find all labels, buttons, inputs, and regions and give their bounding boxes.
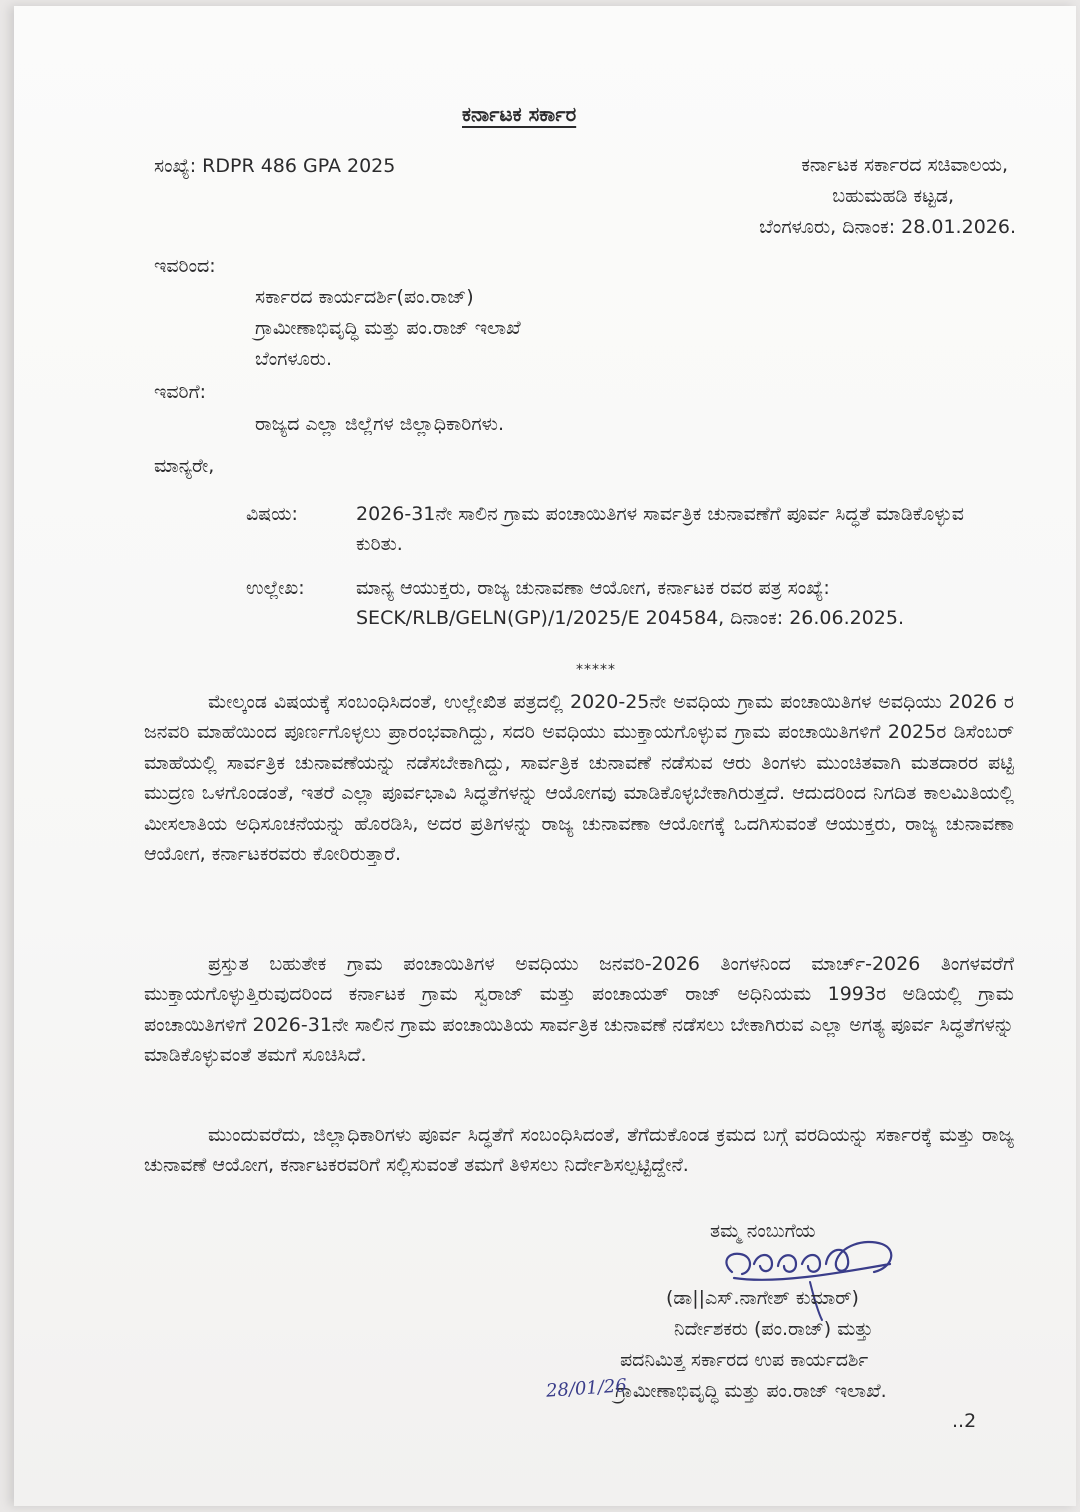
signatory-name: (ಡಾ||ಎಸ್.ನಾಗೇಶ್ ಕುಮಾರ್) [666, 1287, 859, 1309]
body-paragraph-3: ಮುಂದುವರೆದು, ಜಿಲ್ಲಾಧಿಕಾರಿಗಳು ಪೂರ್ವ ಸಿದ್ಧತೆಗೆ ಸಂಬಂಧಿಸಿದಂತೆ, ತೆಗೆದುಕೊಂಡ ಕ್ರಮದ ಬಗ್ಗೆ ವರದಿಯನ್ನು ಸರ್ಕಾರಕ್ಕೆ ಮತ್ತು ರಾಜ್ಯ ಚುನಾವಣೆ ಆಯೋಗ, ಕರ್ನಾಟಕರವರಿಗೆ ಸಲ್ಲಿಸುವಂತೆ ತಮಗೆ ತಿಳಿಸಲು ನಿರ್ದೇಶಿಸಲ್ಪಟ್ಟಿದ್ದೇನೆ. [144, 1124, 1014, 1177]
reference-text: ಮಾನ್ಯ ಆಯುಕ್ತರು, ರಾಜ್ಯ ಚುನಾವಣಾ ಆಯೋಗ, ಕರ್ನಾಟಕ ರವರ ಪತ್ರ ಸಂಖ್ಯೆ: SECK/RLB/GELN(GP)/1/2025/E 204584, ದಿನಾಂಕ: 26.06.2025. [356, 577, 905, 629]
from-line1: ಸರ್ಕಾರದ ಕಾರ್ಯದರ್ಶಿ(ಪಂ.ರಾಜ್) [255, 286, 474, 308]
from-line2: ಗ್ರಾಮೀಣಾಭಿವೃದ್ಧಿ ಮತ್ತು ಪಂ.ರಾಜ್ ಇಲಾಖೆ [255, 317, 521, 339]
letter-sheet [14, 6, 1076, 1506]
subject-label: ವಿಷಯ: [246, 503, 298, 525]
closing-phrase: ತಮ್ಮ ನಂಬುಗೆಯ [710, 1220, 816, 1242]
office-date-line: ಬೆಂಗಳೂರು, ದಿನಾಂಕ: 28.01.2026. [759, 216, 1016, 238]
body-paragraph-1: ಮೇಲ್ಕಂಡ ವಿಷಯಕ್ಕೆ ಸಂಬಂಧಿಸಿದಂತೆ, ಉಲ್ಲೇಖಿತ ಪತ್ರದಲ್ಲಿ 2020-25ನೇ ಅವಧಿಯ ಗ್ರಾಮ ಪಂಚಾಯಿತಿಗಳ ಅವಧಿಯು 2026 ರ ಜನವರಿ ಮಾಹೆಯಿಂದ ಪೂರ್ಣಗೊಳ್ಳಲು ಪ್ರಾರಂಭವಾಗಿದ್ದು, ಸದರಿ ಅವಧಿಯು ಮುಕ್ತಾಯಗೊಳ್ಳುವ ಗ್ರಾಮ ಪಂಚಾಯಿತಿಗಳಿಗೆ 2025ರ ಡಿಸೆಂಬರ್ ಮಾಹೆಯಲ್ಲಿ ಸಾರ್ವತ್ರಿಕ ಚುನಾವಣೆಯನ್ನು ನಡೆಸಬೇಕಾಗಿದ್ದು, ಸಾರ್ವತ್ರಿಕ ಚುನಾವಣೆ ನಡೆಸುವ ಆರು ತಿಂಗಳು ಮುಂಚಿತವಾಗಿ ಮತದಾರರ ಪಟ್ಟಿ ಮುದ್ರಣ ಒಳಗೊಂಡಂತೆ, ಇತರೆ ಎಲ್ಲಾ ಪೂರ್ವಭಾವಿ ಸಿದ್ಧತೆಗಳನ್ನು ಆಯೋಗವು ಮಾಡಿಕೊಳ್ಳಬೇಕಾಗಿರುತ್ತದೆ. ಆದುದರಿಂದ ನಿಗದಿತ ಕಾಲಮಿತಿಯಲ್ಲಿ ಮೀಸಲಾತಿಯ ಅಧಿಸೂಚನೆಯನ್ನು ಹೊರಡಿಸಿ, ಅದರ ಪ್ರತಿಗಳನ್ನು ರಾಜ್ಯ ಚುನಾವಣಾ ಆಯೋಗಕ್ಕೆ ಒದಗಿಸುವಂತೆ ಆಯುಕ್ತರು, ರಾಜ್ಯ ಚುನಾವಣಾ ಆಯೋಗ, ಕರ್ನಾಟಕರವರು ಕೋರಿರುತ್ತಾರೆ. [144, 691, 1014, 866]
office-address-line2: ಬಹುಮಹಡಿ ಕಟ್ಟಡ, [832, 185, 954, 207]
to-label: ಇವರಿಗೆ: [154, 381, 207, 403]
signatory-department: ಗ್ರಾಮೀಣಾಭಿವೃದ್ಧಿ ಮತ್ತು ಪಂ.ರಾಜ್ ಇಲಾಖೆ. [615, 1380, 887, 1402]
page-continuation-marker: ..2 [952, 1410, 977, 1432]
separator-stars: ***** [576, 662, 616, 678]
reference-label: ಉಲ್ಲೇಖ: [246, 577, 305, 599]
reference-number: ಸಂಖ್ಯೆ: RDPR 486 GPA 2025 [154, 155, 396, 177]
salutation: ಮಾನ್ಯರೇ, [154, 455, 215, 477]
from-label: ಇವರಿಂದ: [154, 255, 216, 277]
to-line1: ರಾಜ್ಯದ ಎಲ್ಲಾ ಜಿಲ್ಲೆಗಳ ಜಿಲ್ಲಾಧಿಕಾರಿಗಳು. [255, 413, 505, 435]
office-address-line1: ಕರ್ನಾಟಕ ಸರ್ಕಾರದ ಸಚಿವಾಲಯ, [801, 154, 1008, 176]
signatory-designation-2: ಪದನಿಮಿತ್ತ ಸರ್ಕಾರದ ಉಪ ಕಾರ್ಯದರ್ಶಿ [620, 1349, 869, 1371]
government-title: ಕರ್ನಾಟಕ ಸರ್ಕಾರ [462, 102, 577, 126]
body-paragraph-2: ಪ್ರಸ್ತುತ ಬಹುತೇಕ ಗ್ರಾಮ ಪಂಚಾಯಿತಿಗಳ ಅವಧಿಯು ಜನವರಿ-2026 ತಿಂಗಳನಿಂದ ಮಾರ್ಚ್-2026 ತಿಂಗಳವರೆಗೆ ಮುಕ್ತಾಯಗೊಳ್ಳುತ್ತಿರುವುದರಿಂದ ಕರ್ನಾಟಕ ಗ್ರಾಮ ಸ್ವರಾಜ್ ಮತ್ತು ಪಂಚಾಯತ್ ರಾಜ್ ಅಧಿನಿಯಮ 1993ರ ಅಡಿಯಲ್ಲಿ ಗ್ರಾಮ ಪಂಚಾಯಿತಿಗಳಿಗೆ 2026-31ನೇ ಸಾಲಿನ ಗ್ರಾಮ ಪಂಚಾಯಿತಿಯ ಸಾರ್ವತ್ರಿಕ ಚುನಾವಣೆ ನಡೆಸಲು ಬೇಕಾಗಿರುವ ಎಲ್ಲಾ ಅಗತ್ಯ ಪೂರ್ವ ಸಿದ್ಧತೆಗಳನ್ನು ಮಾಡಿಕೊಳ್ಳುವಂತೆ ತಮಗೆ ಸೂಚಿಸಿದೆ. [144, 953, 1014, 1067]
signatory-designation-1: ನಿರ್ದೇಶಕರು (ಪಂ.ರಾಜ್) ಮತ್ತು [674, 1318, 873, 1340]
subject-text: 2026-31ನೇ ಸಾಲಿನ ಗ್ರಾಮ ಪಂಚಾಯಿತಿಗಳ ಸಾರ್ವತ್ರಿಕ ಚುನಾವಣೆಗೆ ಪೂರ್ವ ಸಿದ್ಧತೆ ಮಾಡಿಕೊಳ್ಳುವ ಕುರಿತು. [356, 503, 964, 555]
handwritten-date: 28/01/26 [545, 1375, 628, 1402]
from-line3: ಬೆಂಗಳೂರು. [255, 348, 333, 370]
